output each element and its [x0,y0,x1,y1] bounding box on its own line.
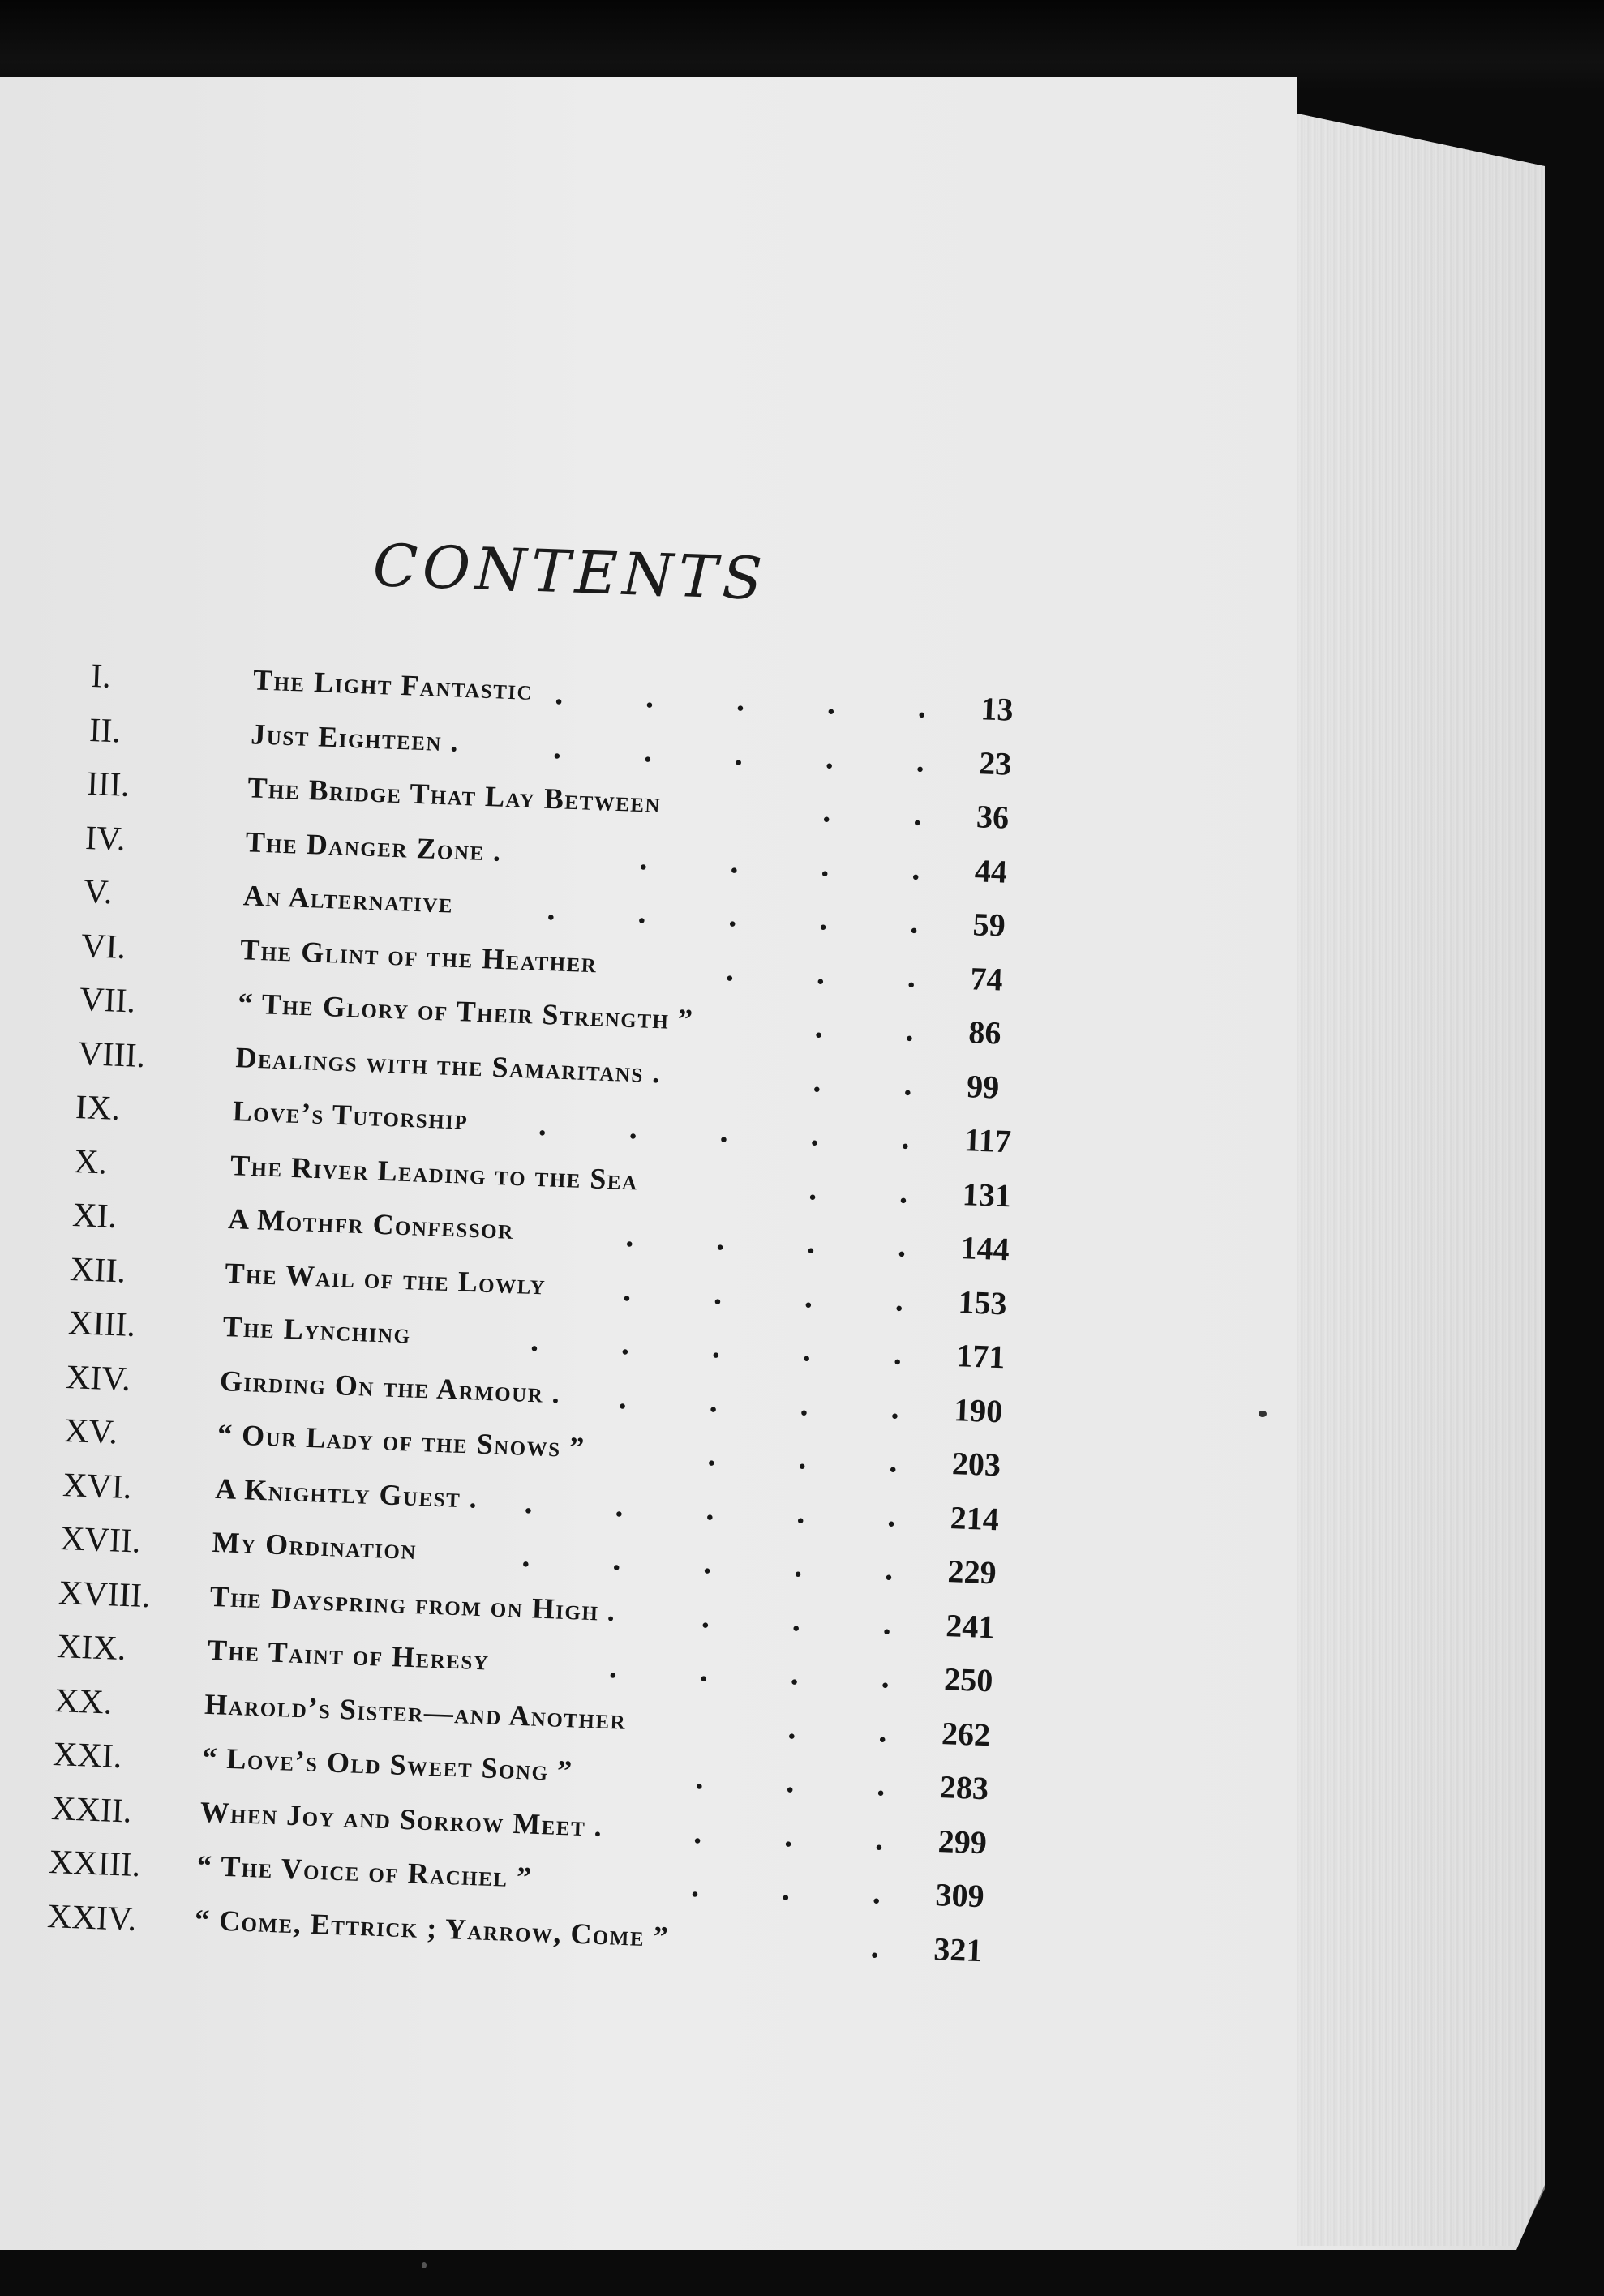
dot-leader: . . . [701,1597,929,1643]
chapter-numeral: VIII. [76,1034,146,1075]
scan-speck [1259,1411,1267,1417]
chapter-title: Love’s Tutorship [232,1094,470,1136]
dot-leader: . . . [693,1813,921,1858]
chapter-page-number: 23 [978,743,1012,782]
chapter-page-number: 153 [957,1283,1008,1321]
chapter-numeral: II. [88,711,122,750]
chapter-title: The Dayspring from on High . [209,1579,617,1627]
chapter-page-number: 117 [963,1121,1012,1160]
chapter-numeral: XIX. [56,1628,127,1668]
chapter-title: Just Eighteen . [250,717,460,758]
chapter-page-number: 74 [970,959,1004,998]
chapter-title: “ Come, Ettrick ; Yarrow, Come ” [194,1903,670,1953]
chapter-numeral: XII. [69,1250,127,1291]
dot-leader: . . . . . [523,1483,934,1535]
dot-leader: . . . . [622,1270,942,1319]
chapter-numeral: XIII. [67,1304,136,1345]
dot-leader: . . . . . [530,1321,940,1373]
chapter-numeral: XXI. [52,1736,123,1776]
chapter-numeral: IV. [84,819,127,859]
chapter-page-number: 144 [959,1229,1010,1268]
dot-leader: . [870,1927,917,1966]
chapter-numeral: X. [73,1142,108,1181]
chapter-numeral: XX. [54,1681,114,1722]
chapter-numeral: XXIV. [46,1897,138,1938]
dot-leader: . . . [694,1759,924,1805]
chapter-title: The Glint of the Heather [239,932,598,979]
dot-leader: . . . . . [554,675,964,726]
chapter-page-number: 86 [967,1013,1002,1052]
chapter-page-number: 214 [949,1498,1000,1537]
chapter-title: The Lynching [221,1310,412,1350]
chapter-title: The River Leading to the Sea [229,1148,639,1196]
chapter-numeral: XV. [63,1412,118,1452]
chapter-title: “ The Voice of Rachel ” [196,1848,534,1894]
chapter-title: A Knightly Guest . [214,1471,478,1514]
chapter-title: An Alternative [242,879,454,919]
dot-leader: . . . [707,1436,936,1481]
contents-heading: CONTENTS [371,531,769,613]
chapter-title: The Wail of the Lowly [225,1256,547,1301]
dot-leader: . . . . . [538,1105,948,1158]
chapter-numeral: XVII. [59,1520,142,1561]
chapter-numeral: III. [86,765,131,804]
chapter-title: The Danger Zone . [245,825,503,867]
chapter-title: When Joy and Sorrow Meet . [199,1795,603,1843]
dot-leader: . . [822,792,960,834]
dot-leader: . . . . . [546,889,956,942]
chapter-title: Girding On the Armour . [219,1364,562,1409]
chapter-title: “ Love’s Old Sweet Song ” [201,1741,574,1788]
chapter-title: Dealings with the Samaritans . [234,1040,662,1089]
chapter-title: “ The Glory of Their Strength ” [237,987,695,1036]
dot-leader: . . . . [624,1217,944,1266]
chapter-page-number: 309 [935,1876,985,1915]
chapter-page-number: 299 [937,1822,988,1861]
chapter-page-number: 203 [951,1445,1001,1484]
chapter-page-number: 321 [933,1930,984,1968]
chapter-page-number: 229 [947,1553,997,1591]
dot-leader: . . . . [638,839,959,888]
chapter-numeral: XIV. [65,1358,132,1399]
dot-leader: . . . . . [521,1536,932,1589]
chapter-page-number: 44 [974,851,1008,890]
chapter-numeral: VI. [80,927,127,966]
chapter-numeral: IX. [75,1089,122,1128]
dot-leader: . . . [725,950,954,996]
dot-leader: . . . . [618,1378,938,1427]
chapter-numeral: V. [82,873,114,912]
chapter-title: Harold’s Sister—and Another [204,1687,628,1736]
chapter-page-number: 250 [943,1660,993,1699]
dot-leader: . . [812,1061,950,1103]
chapter-title: “ Our Lady of the Snows ” [217,1417,586,1464]
chapter-page-number: 171 [955,1337,1006,1376]
chapter-title: My Ordination [212,1525,418,1566]
chapter-numeral: XXII. [50,1789,132,1831]
chapter-title: The Bridge That Lay Between [247,771,663,819]
chapter-numeral: XI. [71,1197,118,1236]
dot-leader: . . [808,1169,946,1211]
chapter-page-number: 190 [953,1390,1004,1429]
chapter-numeral: XXIII. [48,1844,142,1885]
chapter-title: The Taint of Heresy [207,1633,490,1677]
chapter-page-number: 13 [980,690,1014,728]
dot-leader: . . . . [608,1647,928,1697]
chapter-page-number: 99 [966,1067,1000,1106]
chapter-title: The Light Fantastic [252,663,534,706]
scan-speck [422,2262,427,2268]
chapter-numeral: XVIII. [58,1574,152,1615]
chapter-page-number: 283 [939,1768,989,1807]
dot-leader: . . . . . [552,728,963,780]
chapter-title: A Mothfr Confessor [227,1202,515,1245]
dot-leader: . . [787,1708,925,1750]
chapter-page-number: 241 [945,1606,996,1645]
dot-leader: . . [814,1008,952,1050]
chapter-page-number: 59 [971,906,1006,944]
dot-leader: . . . [690,1867,920,1913]
chapter-numeral: I. [90,658,112,696]
chapter-page-number: 36 [976,798,1010,836]
chapter-page-number: 262 [941,1714,992,1753]
chapter-page-number: 131 [961,1175,1012,1214]
chapter-numeral: VII. [79,981,136,1021]
chapter-numeral: XVI. [62,1466,132,1506]
